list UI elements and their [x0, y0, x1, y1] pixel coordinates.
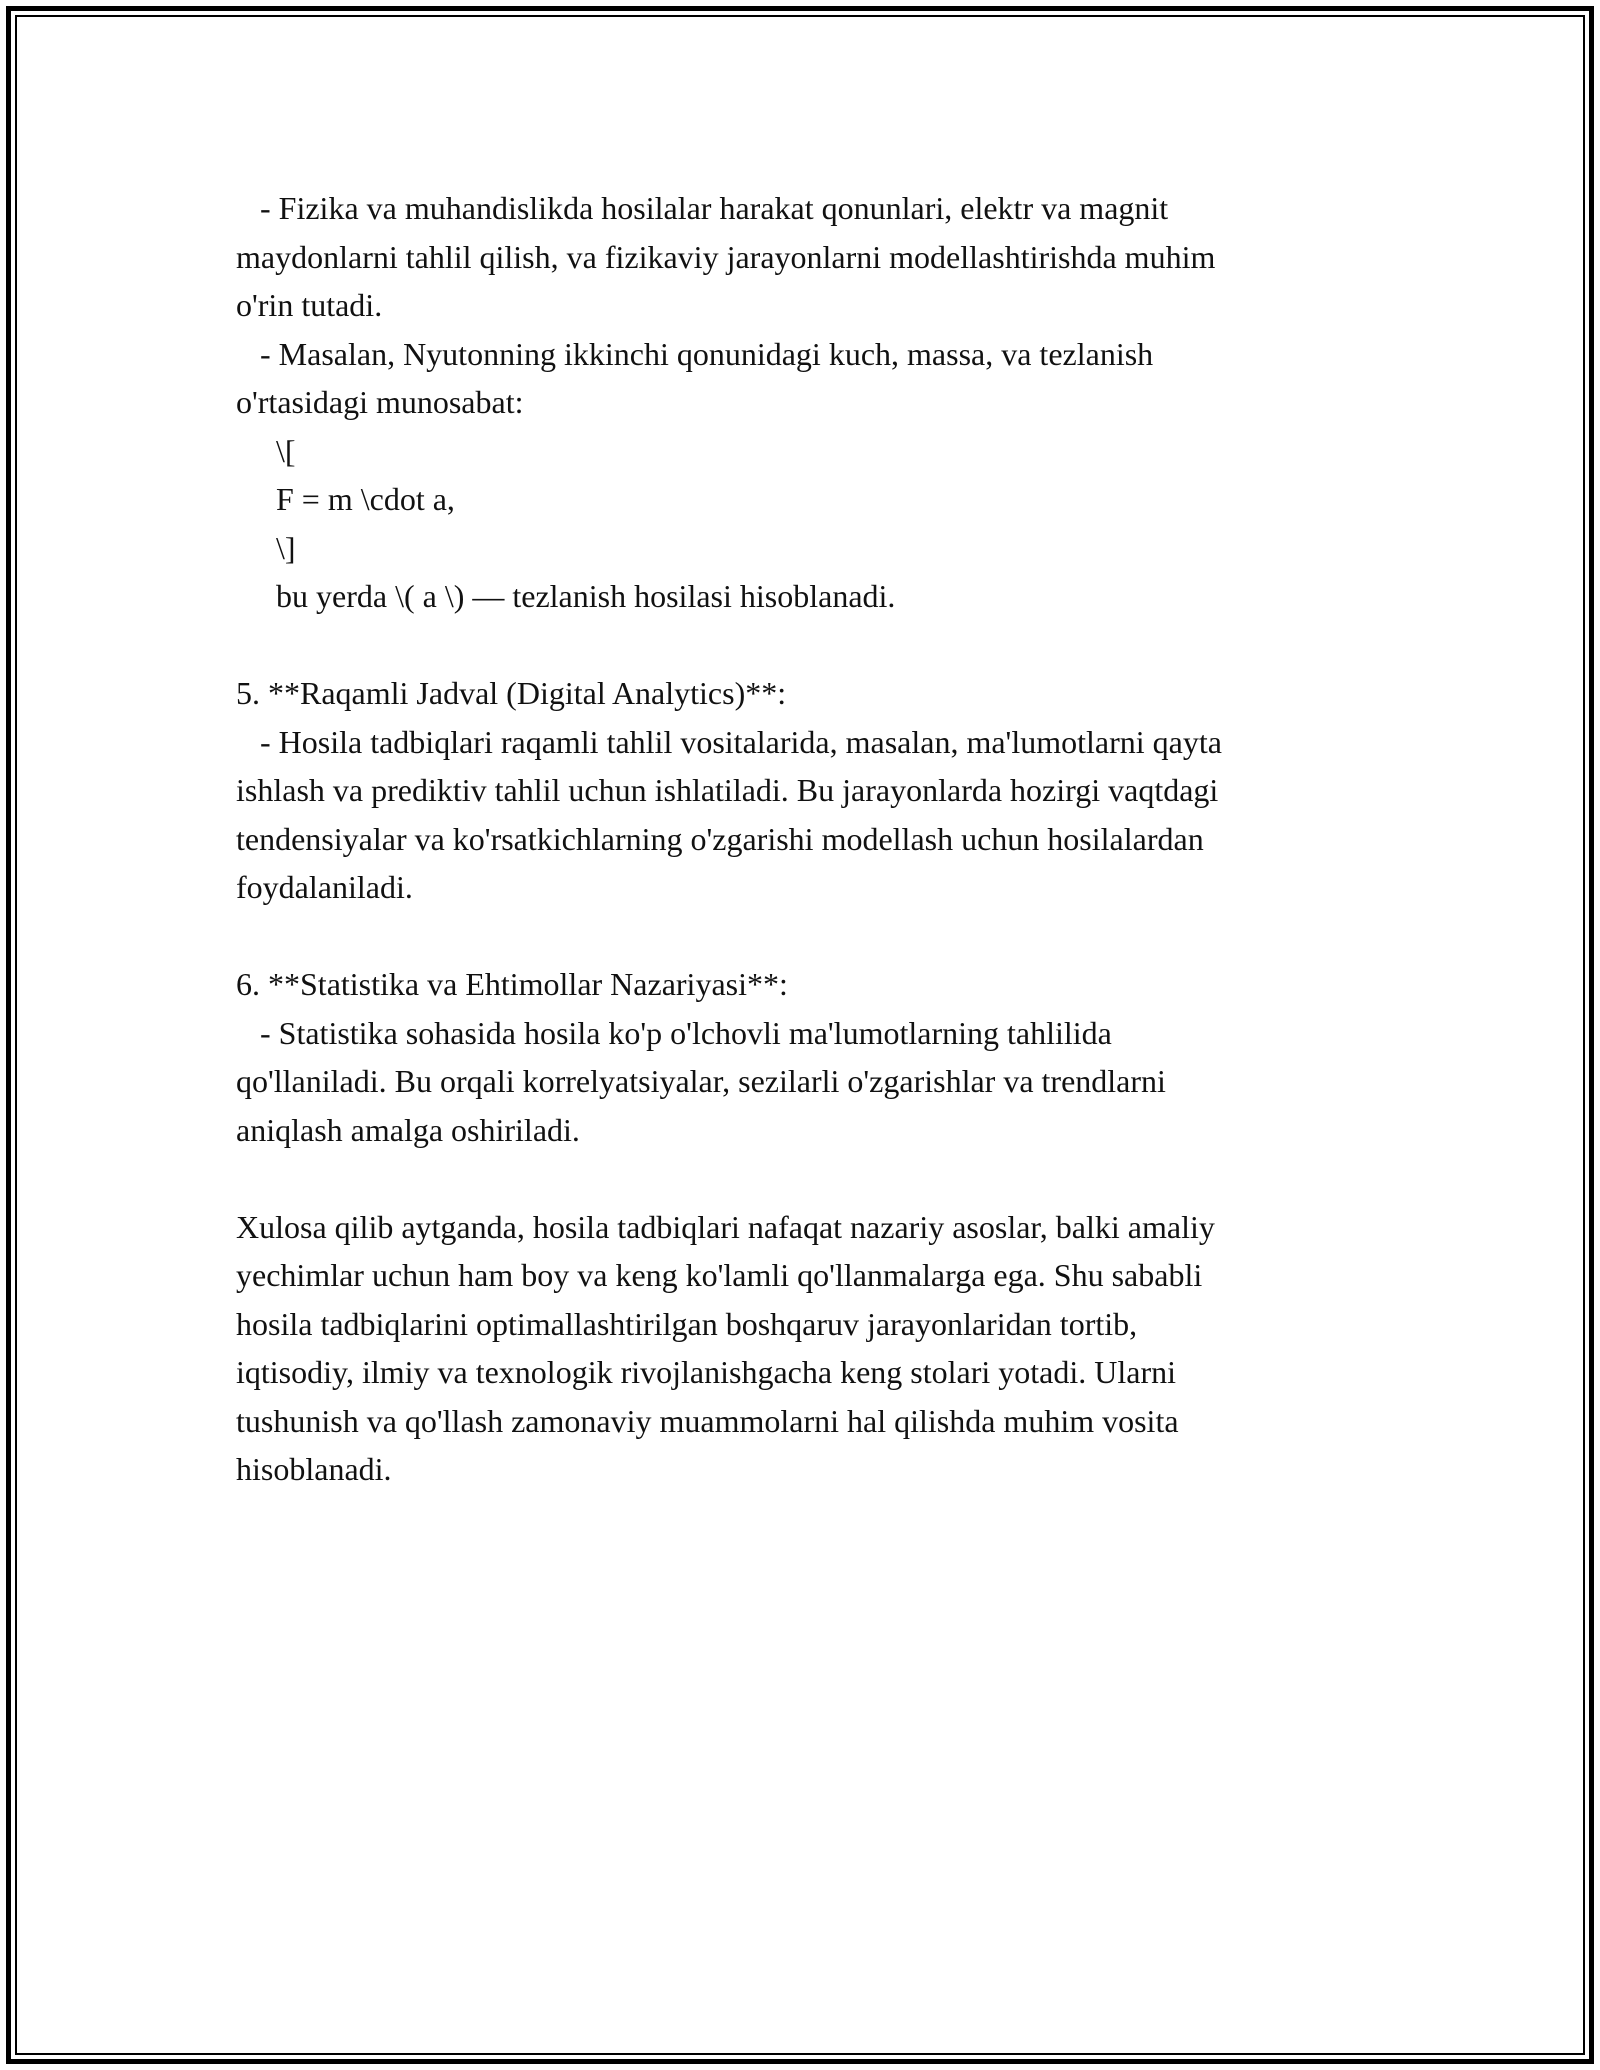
text-line: - Masalan, Nyutonning ikkinchi qonunidagi kuch, massa, va tezlanish	[236, 335, 1154, 372]
text-line: - Statistika sohasida hosila ko'p o'lchovli ma'lumotlarning tahlilida	[236, 1014, 1112, 1051]
paragraph-spacer	[236, 621, 1376, 670]
section-5	[236, 669, 1376, 912]
conclusion-paragraph	[236, 1203, 1376, 1494]
text-line: o'rin tutadi.	[236, 287, 383, 323]
text-line: maydonlarni tahlil qilish, va fizikaviy jarayonlarni modellashtirishda muhim	[236, 238, 1216, 275]
paragraph-spacer	[236, 912, 1376, 961]
text-line: yechimlar uchun ham boy va keng ko'lamli qo'llanmalarga ega. Shu sababli	[236, 1257, 1203, 1293]
document-body	[236, 184, 1376, 1494]
section-heading: 6. **Statistika va Ehtimollar Nazariyasi**:	[236, 966, 788, 1002]
text-line: tendensiyalar va ko'rsatkichlarning o'zgarishi modellash uchun hosilalardan	[236, 820, 1204, 857]
formula-body: F = m \cdot a,	[236, 481, 455, 517]
physics-section	[236, 184, 1376, 621]
text-line: ishlash va prediktiv tahlil uchun ishlatiladi. Bu jarayonlarda hozirgi vaqtdagi	[236, 772, 1219, 808]
text-line: - Hosila tadbiqlari raqamli tahlil vositalarida, masalan, ma'lumotlarni qayta	[236, 723, 1222, 760]
text-line: Xulosa qilib aytganda, hosila tadbiqlari nafaqat nazariy asoslar, balki amaliy	[236, 1208, 1215, 1245]
section-6	[236, 960, 1376, 1154]
formula-note: bu yerda \( a \) — tezlanish hosilasi hisoblanadi.	[236, 578, 896, 614]
text-line: iqtisodiy, ilmiy va texnologik rivojlanishgacha keng stolari yotadi. Ularni	[236, 1354, 1176, 1390]
text-line: - Fizika va muhandislikda hosilalar harakat qonunlari, elektr va magnit	[236, 190, 1169, 226]
text-line: aniqlash amalga oshiriladi.	[236, 1111, 580, 1148]
text-line: qo'llaniladi. Bu orqali korrelyatsiyalar, sezilarli o'zgarishlar va trendlarni	[236, 1063, 1166, 1099]
formula-open: \[	[236, 432, 296, 469]
paragraph-spacer	[236, 1154, 1376, 1203]
text-line: hosila tadbiqlarini optimallashtirilgan boshqaruv jarayonlaridan tortib,	[236, 1305, 1138, 1342]
text-line: hisoblanadi.	[236, 1451, 392, 1487]
section-heading: 5. **Raqamli Jadval (Digital Analytics)**:	[236, 675, 787, 711]
text-line: o'rtasidagi munosabat:	[236, 384, 524, 420]
text-line: foydalaniladi.	[236, 869, 413, 905]
text-line: tushunish va qo'llash zamonaviy muammolarni hal qilishda muhim vosita	[236, 1402, 1179, 1439]
formula-close: \]	[236, 529, 296, 566]
